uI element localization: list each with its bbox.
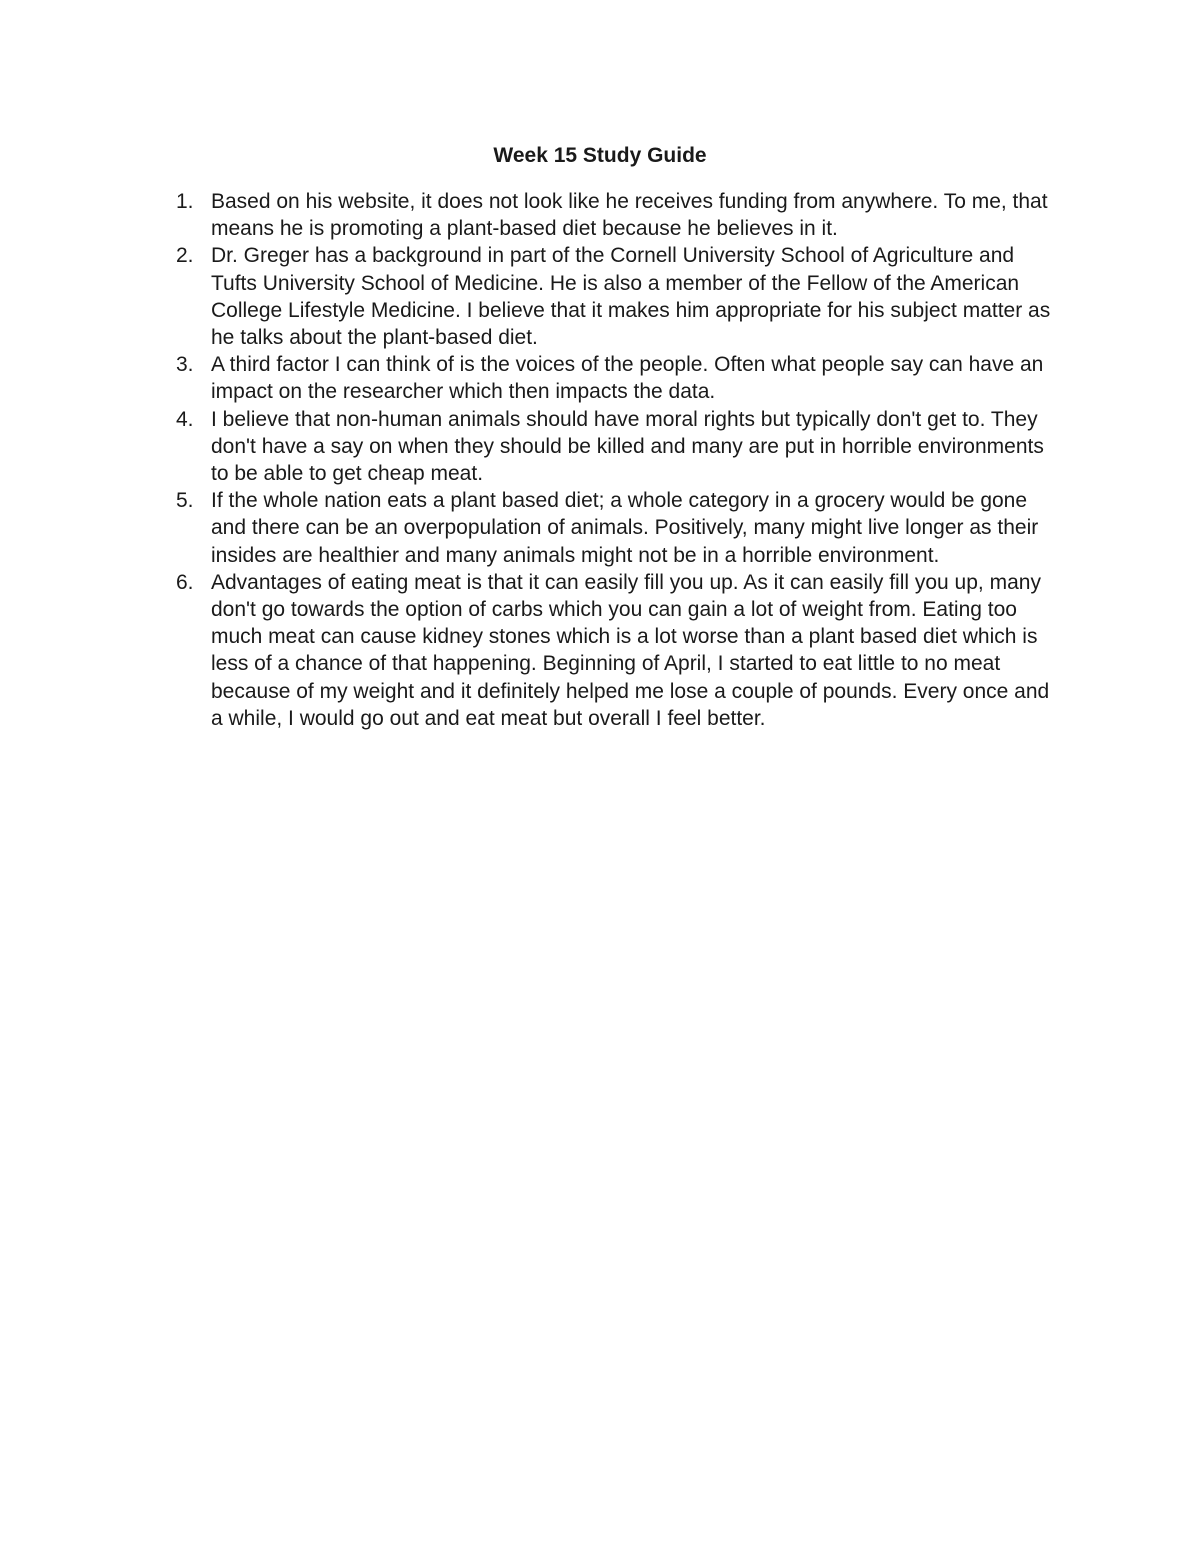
list-item [170,487,1062,569]
list-item-text: If the whole nation eats a plant based diet; a whole category in a grocery would be gone and there can be an overpopulation of animals. Positively, many might live longer as their insides are healthier and many animals might not be in a horrible environment. [211,489,1039,567]
list-item-number: 6. [176,570,194,594]
list-item [170,188,1062,242]
list-item-number: 1. [176,190,194,213]
page-title: Week 15 Study Guide [493,144,707,167]
list-item-number: 5. [176,489,194,513]
list-item-number: 3. [176,353,194,377]
list-item [170,406,1062,488]
list-item-text: I believe that non-human animals should have moral rights but typically don't get to. They don't have a say on when they should be killed and many are put in horrible environments to be able to get cheap meat. [211,407,1044,486]
answer-list [170,188,1062,732]
list-item-text: Based on his website, it does not look like he receives funding from anywhere. To me, that means he is promoting a plant-based diet because he believes in it. [211,190,1048,241]
list-item-text: Advantages of eating meat is that it can easily fill you up. As it can easily fill you up, many don't go towards the option of carbs which you can gain a lot of weight from. Eating too much meat can cause kidney stones which is a lot worse than a plant based diet which is less of a chance of that happening. Beginning of April, I started to eat little to no meat because of my weight and it definitely helped me lose a couple of pounds. Every once and a while, I would go out and eat meat but overall I feel better. [211,570,1050,730]
list-item [170,242,1062,351]
list-item [170,351,1062,405]
list-item [170,569,1062,732]
list-item-text: Dr. Greger has a background in part of the Cornell University School of Agriculture and Tufts University School of Medicine. He is also a member of the Fellow of the American College Lifestyle Medicine. I believe that it makes him appropriate for his subject matter as he talks about the plant-based diet. [211,244,1051,350]
list-item-number: 2. [176,244,194,268]
list-item-text: A third factor I can think of is the voices of the people. Often what people say can have an impact on the researcher which then impacts the data. [211,353,1044,404]
list-item-number: 4. [176,407,194,431]
